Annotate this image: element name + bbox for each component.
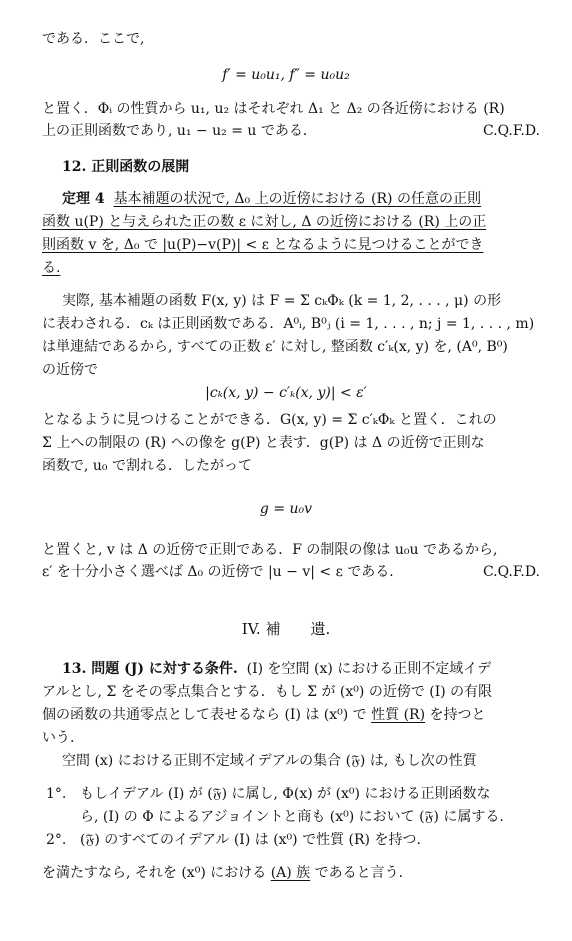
list-item-text: もしイデアル (I) が (𝔉) に属し, Φ(x) が (x⁰) における正則函数な [80, 786, 491, 802]
family-a-term: (A) 族 [270, 865, 311, 881]
text-line [42, 864, 403, 882]
text-line: と置く．Φᵢ の性質から u₁, u₂ はそれぞれ Δ₁ と Δ₂ の各近傍における (R) [42, 101, 505, 117]
qed-mark: C.Q.F.D. [482, 123, 540, 139]
text-span: 個の函数の共通零点として表せるなら (I) は (x⁰) で [42, 707, 367, 723]
equation-ck-approx: |cₖ(x, y) − c′ₖ(x, y)| < ε′ [205, 385, 367, 401]
text-line: 空間 (x) における正則不定域イデアルの集合 (𝔉) は, もし次の性質 [62, 753, 477, 769]
text-line: 函数で, u₀ で割れる．したがって [42, 458, 252, 474]
text-line: は単連結であるから, すべての正数 ε′ に対し, 整函数 c′ₖ(x, y) を, (A⁰, B⁰) [42, 339, 508, 355]
list-item-text: (𝔉) のすべてのイデアル (I) は (x⁰) で性質 (R) を持つ. [80, 832, 421, 848]
text-line: Σ 上への制限の (R) への像を g(P) と表す．g(P) は Δ の近傍で正則な [42, 435, 485, 451]
text-line: 上の正則函数であり, u₁ − u₂ = u である． [42, 123, 317, 139]
text-line: である．ここで, [42, 31, 145, 47]
equation-f-prime: f′ = u₀u₁, f″ = u₀u₂ [222, 67, 350, 83]
text-span: を持つと [429, 707, 486, 723]
theorem-4-line-4: る. [42, 260, 61, 276]
list-item-number: 2°. [46, 832, 67, 848]
theorem-label: 定理 4 [62, 191, 105, 207]
text-span: (I) を空間 (x) における正則不定域イデ [246, 661, 492, 677]
text-span: を満たすなら, それを (x⁰) における [42, 865, 267, 881]
text-line: の近傍で [42, 362, 98, 378]
theorem-4-line-1 [62, 190, 481, 208]
property-r-term: 性質 (R) [371, 707, 426, 723]
equation-g: g = u₀v [259, 501, 313, 517]
list-item-number: 1°. [46, 786, 67, 802]
text-line: と置くと, v は Δ の近傍で正則である．F の制限の像は u₀u であるから, [42, 542, 498, 558]
text-line [42, 706, 486, 724]
qed-mark: C.Q.F.D. [482, 564, 540, 580]
list-item-text: ら, (I) の Φ によるアジョイントと商も (x⁰) において (𝔉) に属する. [80, 809, 504, 825]
section-heading-13: 13. 問題 (J) に対する条件. [62, 661, 238, 677]
section-13-line-1 [62, 660, 491, 678]
theorem-4-line-3: 則函数 v を, Δ₀ で |u(P)−v(P)| < ε となるように見つけることができ [42, 237, 484, 253]
theorem-text: 基本補題の状況で, Δ₀ 上の近傍における (R) の任意の正則 [113, 191, 481, 207]
text-line: ε′ を十分小さく選べば Δ₀ の近傍で |u − v| < ε である． [42, 564, 404, 580]
text-line: となるように見つけることができる．G(x, y) = Σ c′ₖΦₖ と置く．これの [42, 412, 497, 428]
theorem-4-line-2: 函数 u(P) と与えられた正の数 ε に対し, Δ の近傍における (R) 上の正 [42, 214, 487, 230]
text-line: 実際, 基本補題の函数 F(x, y) は F = Σ cₖΦₖ (k = 1, 2, . . . , μ) の形 [62, 293, 502, 309]
text-line: いう. [42, 730, 75, 746]
section-heading-12: 12. 正則函数の展開 [62, 159, 190, 175]
text-line: に表わされる．cₖ は正則函数である．A⁰ᵢ, B⁰ⱼ (i = 1, . . . , n; j = 1, . . . , m) [42, 316, 535, 332]
chapter-heading: IV. 補 遺. [241, 620, 331, 638]
text-span: であると言う. [314, 865, 404, 881]
text-line: アルとし, Σ をその零点集合とする．もし Σ が (x⁰) の近傍で (I) の有限 [42, 684, 493, 700]
